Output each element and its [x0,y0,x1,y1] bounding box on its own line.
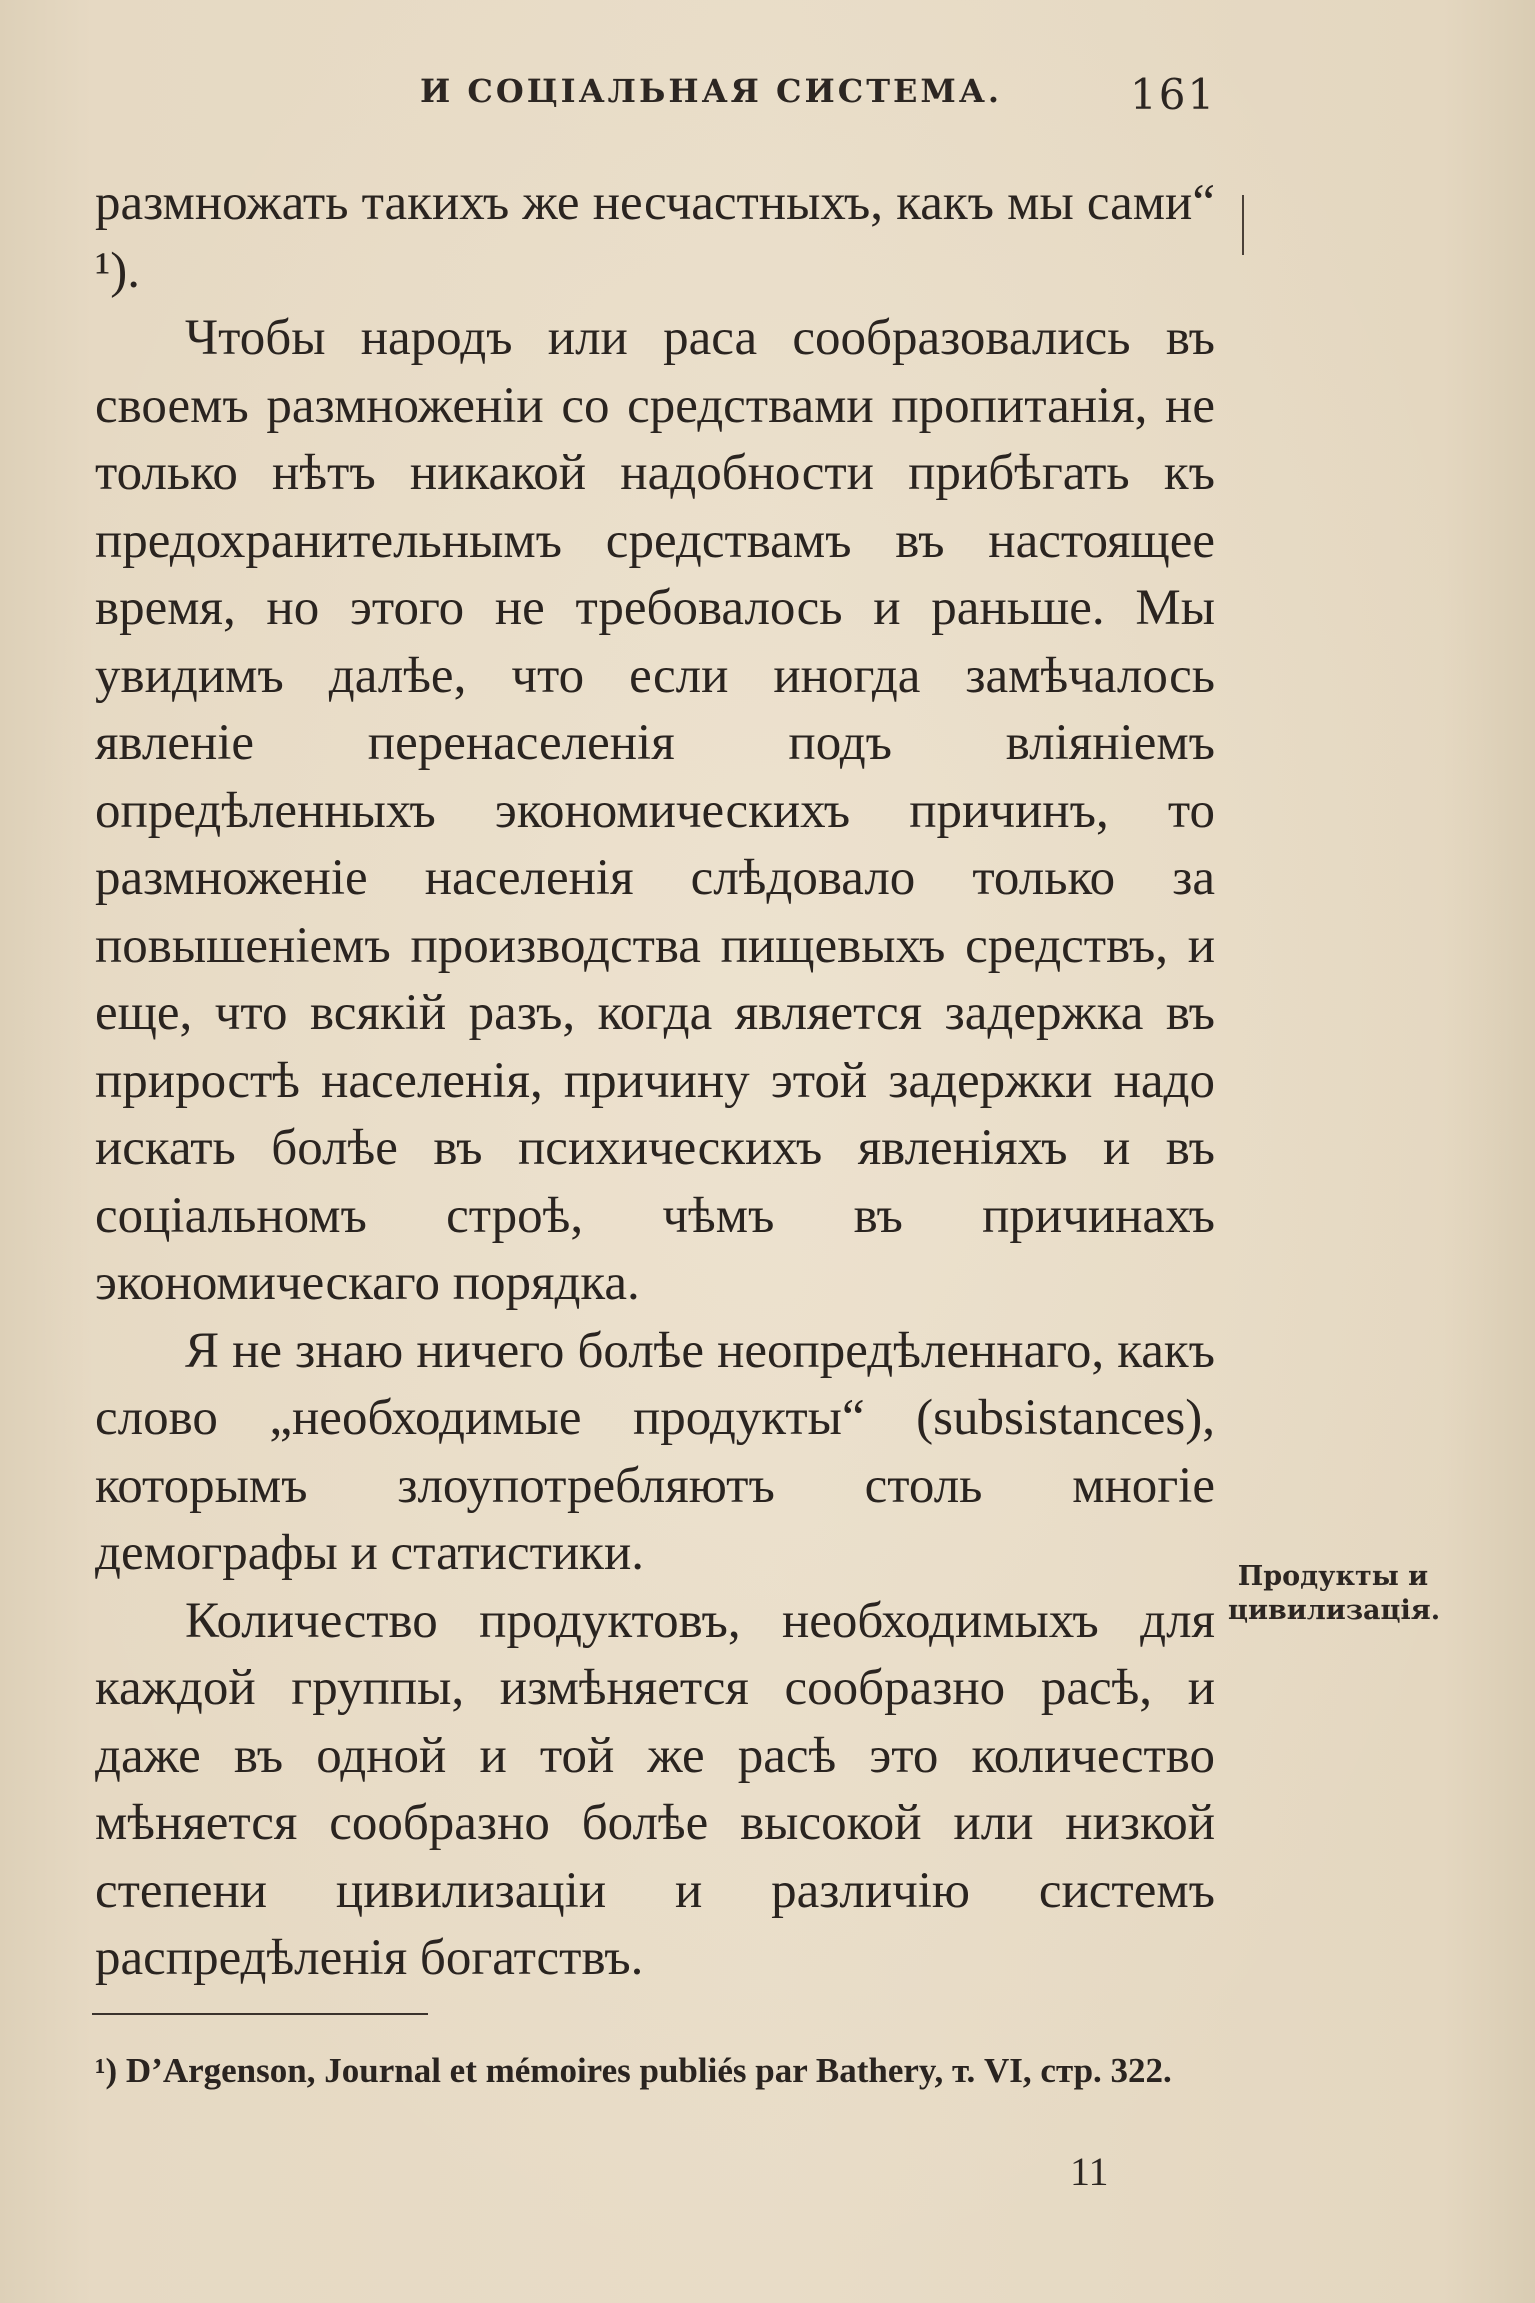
paragraph: Количество продуктовъ, необходимыхъ для каждой группы, измѣняется сообразно расѣ, и даже въ одной и той же расѣ это количество мѣняется сообразно болѣе высокой или низкой степени цивилизаціи и различію системъ распредѣленія богатствъ. [95,1592,1215,1986]
page-number: 161 [1130,70,1217,119]
paragraph-continuation: размножать такихъ же несчастныхъ, какъ мы сами“ ¹). [95,175,1215,299]
paragraph: Чтобы народъ или раса сообразовались въ своемъ размноженіи со средствами пропитанія, не только нѣтъ никакой надобности прибѣгать къ предохранительнымъ средствамъ въ настоящее время, но этого не требовалось и раньше. Мы увидимъ далѣе, что если иногда замѣчалось явленіе перенаселенія подъ вліяніемъ опредѣленныхъ экономическихъ причинъ, то размноженіе населенія слѣдовало только за повышеніемъ производства пищевыхъ средствъ, и еще, что всякій разъ, когда является задержка въ приростѣ населенія, причину этой задержки надо искать болѣе въ психическихъ явленіяхъ и въ соціальномъ строѣ, чѣмъ въ причинахъ экономическаго порядка. [95,310,1215,1311]
margin-note: Продукты и цивилизація. [1228,1561,1441,1626]
footnote: ¹) D’Argenson, Journal et mémoires publiés par Bathery, т. VI, стр. 322. [95,2051,1172,2090]
signature-mark: 11 [1070,2149,1109,2194]
body-text [95,170,1215,1993]
paragraph: Я не знаю ничего болѣе неопредѣленнаго, какъ слово „необходимые продукты“ (subsistances), которымъ злоупотребляютъ столь многіе демографы и статистики. [95,1322,1215,1581]
margin-mark [1242,195,1244,255]
footnote-rule [92,2013,428,2015]
running-title: И СОЦІАЛЬНАЯ СИСТЕМА. [420,72,1003,110]
